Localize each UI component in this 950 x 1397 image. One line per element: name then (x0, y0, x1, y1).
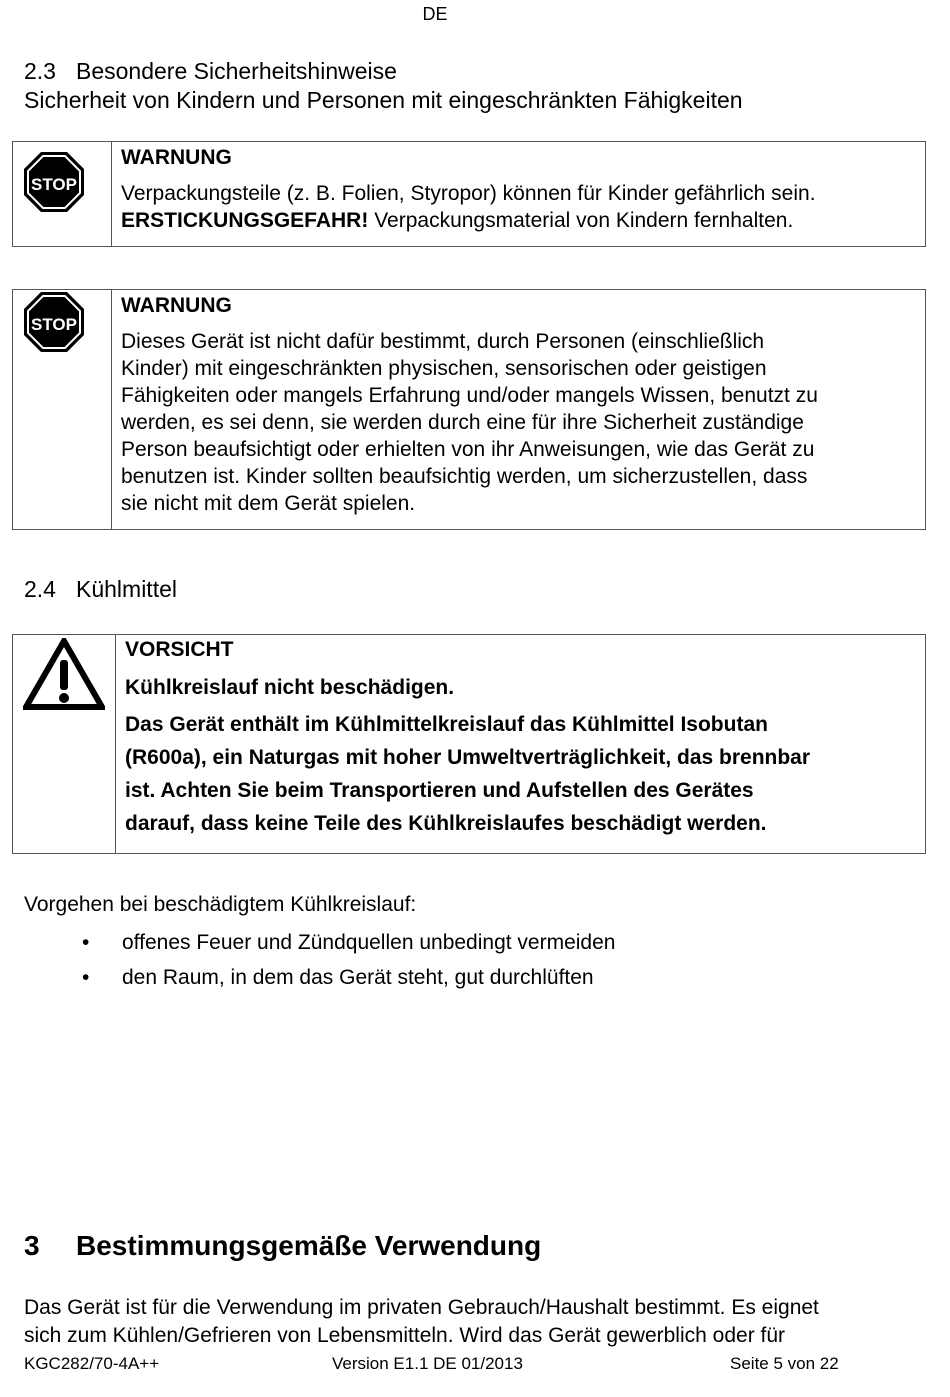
section-subtitle: Sicherheit von Kindern und Personen mit eingeschränkten Fähigkeiten (24, 87, 743, 113)
warning-line (121, 207, 915, 234)
footer-version: Version E1.1 DE 01/2013 (332, 1354, 523, 1373)
warning-line-rest: Verpackungsmaterial von Kindern fernhalten. (368, 209, 794, 232)
body-line: sich zum Kühlen/Gefrieren von Lebensmitteln. Wird das Gerät gewerblich oder für (24, 1324, 786, 1347)
bullet-icon: • (82, 966, 90, 989)
section-heading-3 (24, 1230, 541, 1262)
caution-content (125, 635, 915, 840)
section-title: Kühlmittel (76, 576, 177, 602)
warning-content (121, 146, 915, 234)
warning-line: Person beaufsichtigt oder erhielten von ihr Anweisungen, wie das Gerät zu (121, 438, 815, 461)
warning-icon-cell (13, 290, 112, 529)
stop-sign-text: STOP (31, 315, 77, 334)
stop-sign-icon (23, 291, 85, 353)
warning-title: WARNUNG (121, 294, 232, 317)
warning-content (121, 294, 915, 517)
section-title: Bestimmungsgemäße Verwendung (76, 1230, 542, 1261)
caution-box-coolant (12, 634, 926, 854)
language-label: DE (422, 4, 448, 24)
section-number: 3 (24, 1230, 40, 1261)
warning-box-persons (12, 289, 926, 530)
warning-emphasis: ERSTICKUNGSGEFAHR! (121, 209, 369, 232)
footer-model: KGC282/70-4A++ (24, 1354, 160, 1373)
section-heading-2-3 (24, 57, 397, 86)
warning-line: benutzen ist. Kinder sollten beaufsichtig werden, um sicherzustellen, dass (121, 465, 808, 488)
body-line: Das Gerät ist für die Verwendung im privaten Gebrauch/Haushalt bestimmt. Es eignet (24, 1296, 819, 1319)
section-number: 2.4 (24, 576, 56, 602)
caution-title: VORSICHT (125, 638, 234, 661)
list-item-text: den Raum, in dem das Gerät steht, gut durchlüften (122, 966, 594, 989)
section-3-body (24, 1294, 924, 1350)
warning-line: Fähigkeiten oder mangels Erfahrung und/oder mangels Wissen, benutzt zu (121, 384, 818, 407)
stop-sign-icon (23, 151, 85, 213)
warning-box-packaging (12, 141, 926, 247)
caution-line: Das Gerät enthält im Kühlmittelkreislauf das Kühlmittel Isobutan (125, 713, 768, 736)
warning-triangle-icon (23, 638, 105, 710)
section-number: 2.3 (24, 58, 56, 84)
caution-icon-cell (13, 635, 116, 853)
warning-line: Dieses Gerät ist nicht dafür bestimmt, durch Personen (einschließlich (121, 330, 765, 353)
list-item-text: offenes Feuer und Zündquellen unbedingt vermeiden (122, 931, 616, 954)
bullet-icon: • (82, 931, 90, 954)
warning-title: WARNUNG (121, 146, 232, 169)
caution-line: (R600a), ein Naturgas mit hoher Umweltverträglichkeit, das brennbar (125, 746, 811, 769)
section-heading-2-4 (24, 576, 177, 603)
procedure-intro: Vorgehen bei beschädigtem Kühlkreislauf: (24, 893, 417, 916)
warning-paragraph (121, 328, 915, 517)
caution-paragraph (125, 671, 915, 840)
section-title: Besondere Sicherheitshinweise (76, 58, 397, 84)
warning-line: Kinder) mit eingeschränkten physischen, sensorischen oder geistigen (121, 357, 767, 380)
stop-sign-text: STOP (31, 175, 77, 194)
caution-line: darauf, dass keine Teile des Kühlkreislaufes beschädigt werden. (125, 812, 767, 835)
warning-line: Verpackungsteile (z. B. Folien, Styropor) können für Kinder gefährlich sein. (121, 182, 816, 205)
warning-icon-cell (13, 142, 112, 246)
caution-line: Kühlkreislauf nicht beschädigen. (125, 676, 455, 699)
footer-page-number: Seite 5 von 22 (730, 1354, 839, 1373)
caution-line: ist. Achten Sie beim Transportieren und Aufstellen des Gerätes (125, 779, 754, 802)
warning-line: sie nicht mit dem Gerät spielen. (121, 492, 416, 515)
warning-line: werden, es sei denn, sie werden durch eine für ihre Sicherheit zuständige (121, 411, 804, 434)
